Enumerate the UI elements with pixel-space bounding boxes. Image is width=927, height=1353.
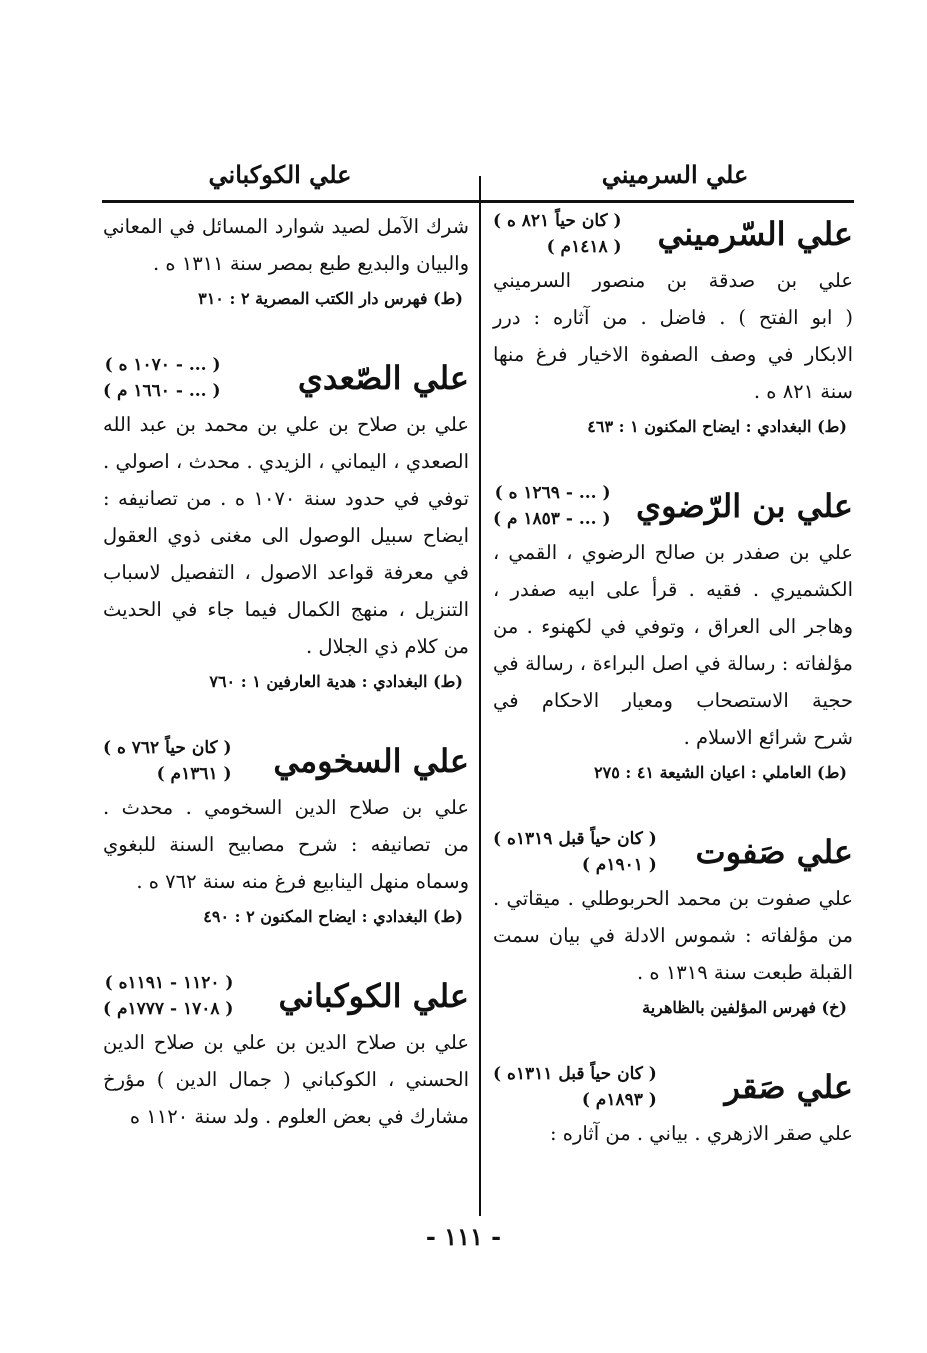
entry-dates (103, 970, 233, 1022)
entry-date-gregorian: ( ١٤١٨م ) (546, 237, 622, 257)
entry-text-line: مشارك في بعض العلوم . ولد سنة ١١٢٠ ه (129, 1105, 469, 1128)
entry-source: (ط) البغدادي : ايضاح المكنون ١ : ٤٦٣ (587, 417, 847, 436)
biography-entry (103, 970, 469, 1135)
entry-dates (493, 480, 611, 532)
entry-text-line: من كلام ذي الجلال . (306, 635, 469, 658)
biography-entry (493, 480, 853, 790)
entry-text-line: من تصانيفه : شرح مصابيح السنة للبغوي (103, 833, 469, 856)
entry-source: (ط) البغدادي : ايضاح المكنون ٢ : ٤٩٠ (203, 907, 463, 926)
entry-text-line: علي بن صلاح الدين بن علي بن صلاح الدين (103, 1031, 469, 1054)
entry-date-hijri: ( ... - ١٢٦٩ ه ) (494, 483, 611, 503)
entry-spacer (493, 444, 853, 480)
entry-dates (103, 352, 221, 404)
entry-date-hijri: ( كان حياً قبل ١٣١٩ه ) (493, 829, 657, 849)
entry-dates (103, 735, 232, 787)
right-column (493, 208, 853, 1152)
entry-text-line: علي صقر الازهري . بياني . من آثاره : (550, 1122, 853, 1145)
entry-source: (ط) العاملي : اعيان الشيعة ٤١ : ٢٧٥ (594, 763, 847, 782)
entry-date-hijri: ( كان حياً قبل ١٣١١ه ) (493, 1064, 657, 1084)
biography-entry (493, 826, 853, 1025)
entry-date-hijri: ( كان حياً ٧٦٢ ه ) (103, 738, 232, 758)
entry-text-line: الحسني ، الكوكباني ( جمال الدين ) مؤرخ (103, 1068, 469, 1091)
entry-text-line: علي بن صلاح بن علي بن محمد بن عبد الله (103, 413, 469, 436)
entry-date-gregorian: ( ١٩٠١م ) (581, 855, 657, 875)
biography-entry (493, 1061, 853, 1152)
entry-text-line: شرح شرائع الاسلام . (683, 726, 853, 749)
page-number: - ١١١ - (425, 1222, 502, 1251)
entry-dates (493, 1061, 657, 1113)
entry-dates (493, 208, 622, 260)
entry-text-line: توفي في حدود سنة ١٠٧٠ ه . من تصانيفه : (103, 487, 469, 510)
entry-text-line: علي بن صفدر بن صالح الرضوي ، القمي ، (493, 541, 853, 564)
entry-heading (103, 735, 469, 787)
running-head-right: علي السرميني (601, 160, 749, 189)
entry-text-line: وسماه منهل الينابيع فرغ منه سنة ٧٦٢ ه . (136, 870, 469, 893)
left-column (103, 208, 469, 1135)
entry-date-gregorian: ( ... - ١٦٦٠ م ) (103, 381, 221, 401)
entry-text-line: من مؤلفاته : شموس الادلة في بيان سمت (493, 924, 853, 947)
running-head-left: علي الكوكباني (208, 160, 352, 189)
biography-entry (103, 735, 469, 934)
entry-heading (103, 970, 469, 1022)
entry-text-line: وهاجر الى العراق ، وتوفي في لكهنوء . من (493, 615, 853, 638)
entry-date-gregorian: ( ١٣٦١م ) (156, 764, 232, 784)
entry-name: علي صَقر (724, 1068, 853, 1106)
entry-spacer (103, 316, 469, 352)
entry-name: علي الصّعدي (297, 359, 469, 397)
entry-date-gregorian: ( ١٧٠٨ - ١٧٧٧م ) (103, 999, 234, 1019)
entry-heading (493, 826, 853, 878)
entry-date-gregorian: ( ١٨٩٣م ) (581, 1090, 657, 1110)
entry-name: علي الكوكباني (278, 977, 469, 1015)
entry-heading (493, 1061, 853, 1113)
entry-date-hijri: ( ١١٢٠ - ١١٩١ه ) (104, 973, 234, 993)
entry-name: علي السخومي (273, 742, 469, 780)
entry-date-gregorian: ( ... - ١٨٥٣ م ) (493, 509, 611, 529)
column-divider (479, 176, 481, 1216)
entry-name: علي السّرميني (657, 215, 853, 253)
entry-text-line: الكشميري . فقيه . قرأ على ابيه صفدر ، (493, 578, 853, 601)
entry-heading (493, 208, 853, 260)
entry-text-line: الابكار في وصف الصفوة الاخيار فرغ منها (493, 343, 853, 366)
entry-text-line: الصعدي ، اليماني ، الزيدي . محدث ، اصولي . (103, 450, 469, 473)
entry-text-line: في معرفة قواعد الاصول ، التفصيل لاسباب (103, 561, 469, 584)
biography-entry (493, 208, 853, 444)
entry-text-line: علي بن صلاح الدين السخومي . محدث . (103, 796, 469, 819)
entry-date-hijri: ( ... - ١٠٧٠ ه ) (104, 355, 221, 375)
entry-heading (103, 352, 469, 404)
entry-spacer (493, 790, 853, 826)
entry-name: علي بن الرّضوي (636, 487, 853, 525)
entry-name: علي صَفوت (695, 833, 853, 871)
entry-heading (493, 480, 853, 532)
entry-spacer (103, 699, 469, 735)
entry-text-line: علي صفوت بن محمد الحربوطلي . ميقاتي . (493, 887, 853, 910)
entry-spacer (103, 934, 469, 970)
header-rule (102, 200, 854, 203)
entry-spacer (493, 1025, 853, 1061)
entry-source: (ط) البغدادي : هدية العارفين ١ : ٧٦٠ (209, 672, 463, 691)
entry-text-line: حجية الاستصحاب ومعيار الاحكام في (493, 689, 853, 712)
entry-text-line: القبلة طبعت سنة ١٣١٩ ه . (637, 961, 853, 984)
continued-text-line: والبيان والبديع طبع بمصر سنة ١٣١١ ه . (152, 252, 469, 275)
entry-text-line: ( ابو الفتح ) . فاضل . من آثاره : درر (493, 306, 853, 329)
entry-source: (ط) فهرس دار الكتب المصرية ٢ : ٣١٠ (198, 289, 463, 308)
entry-text-line: ايضاح سبيل الوصول الى مغنى ذوي العقول (103, 524, 469, 547)
entry-date-hijri: ( كان حياً ٨٢١ ه ) (493, 211, 622, 231)
continued-text-line: شرك الآمل لصيد شوارد المسائل في المعاني (103, 215, 469, 238)
entry-text-line: مؤلفاته : رسالة في اصل البراءة ، رسالة في (493, 652, 853, 675)
entry-text-line: سنة ٨٢١ ه . (753, 380, 853, 403)
entry-text-line: علي بن صدقة بن منصور السرميني (493, 269, 853, 292)
entry-text-line: التنزيل ، منهج الكمال فيما جاء في الحديث (103, 598, 469, 621)
entry-dates (493, 826, 657, 878)
biography-entry (103, 352, 469, 699)
entry-source: (خ) فهرس المؤلفين بالظاهرية (642, 998, 847, 1017)
